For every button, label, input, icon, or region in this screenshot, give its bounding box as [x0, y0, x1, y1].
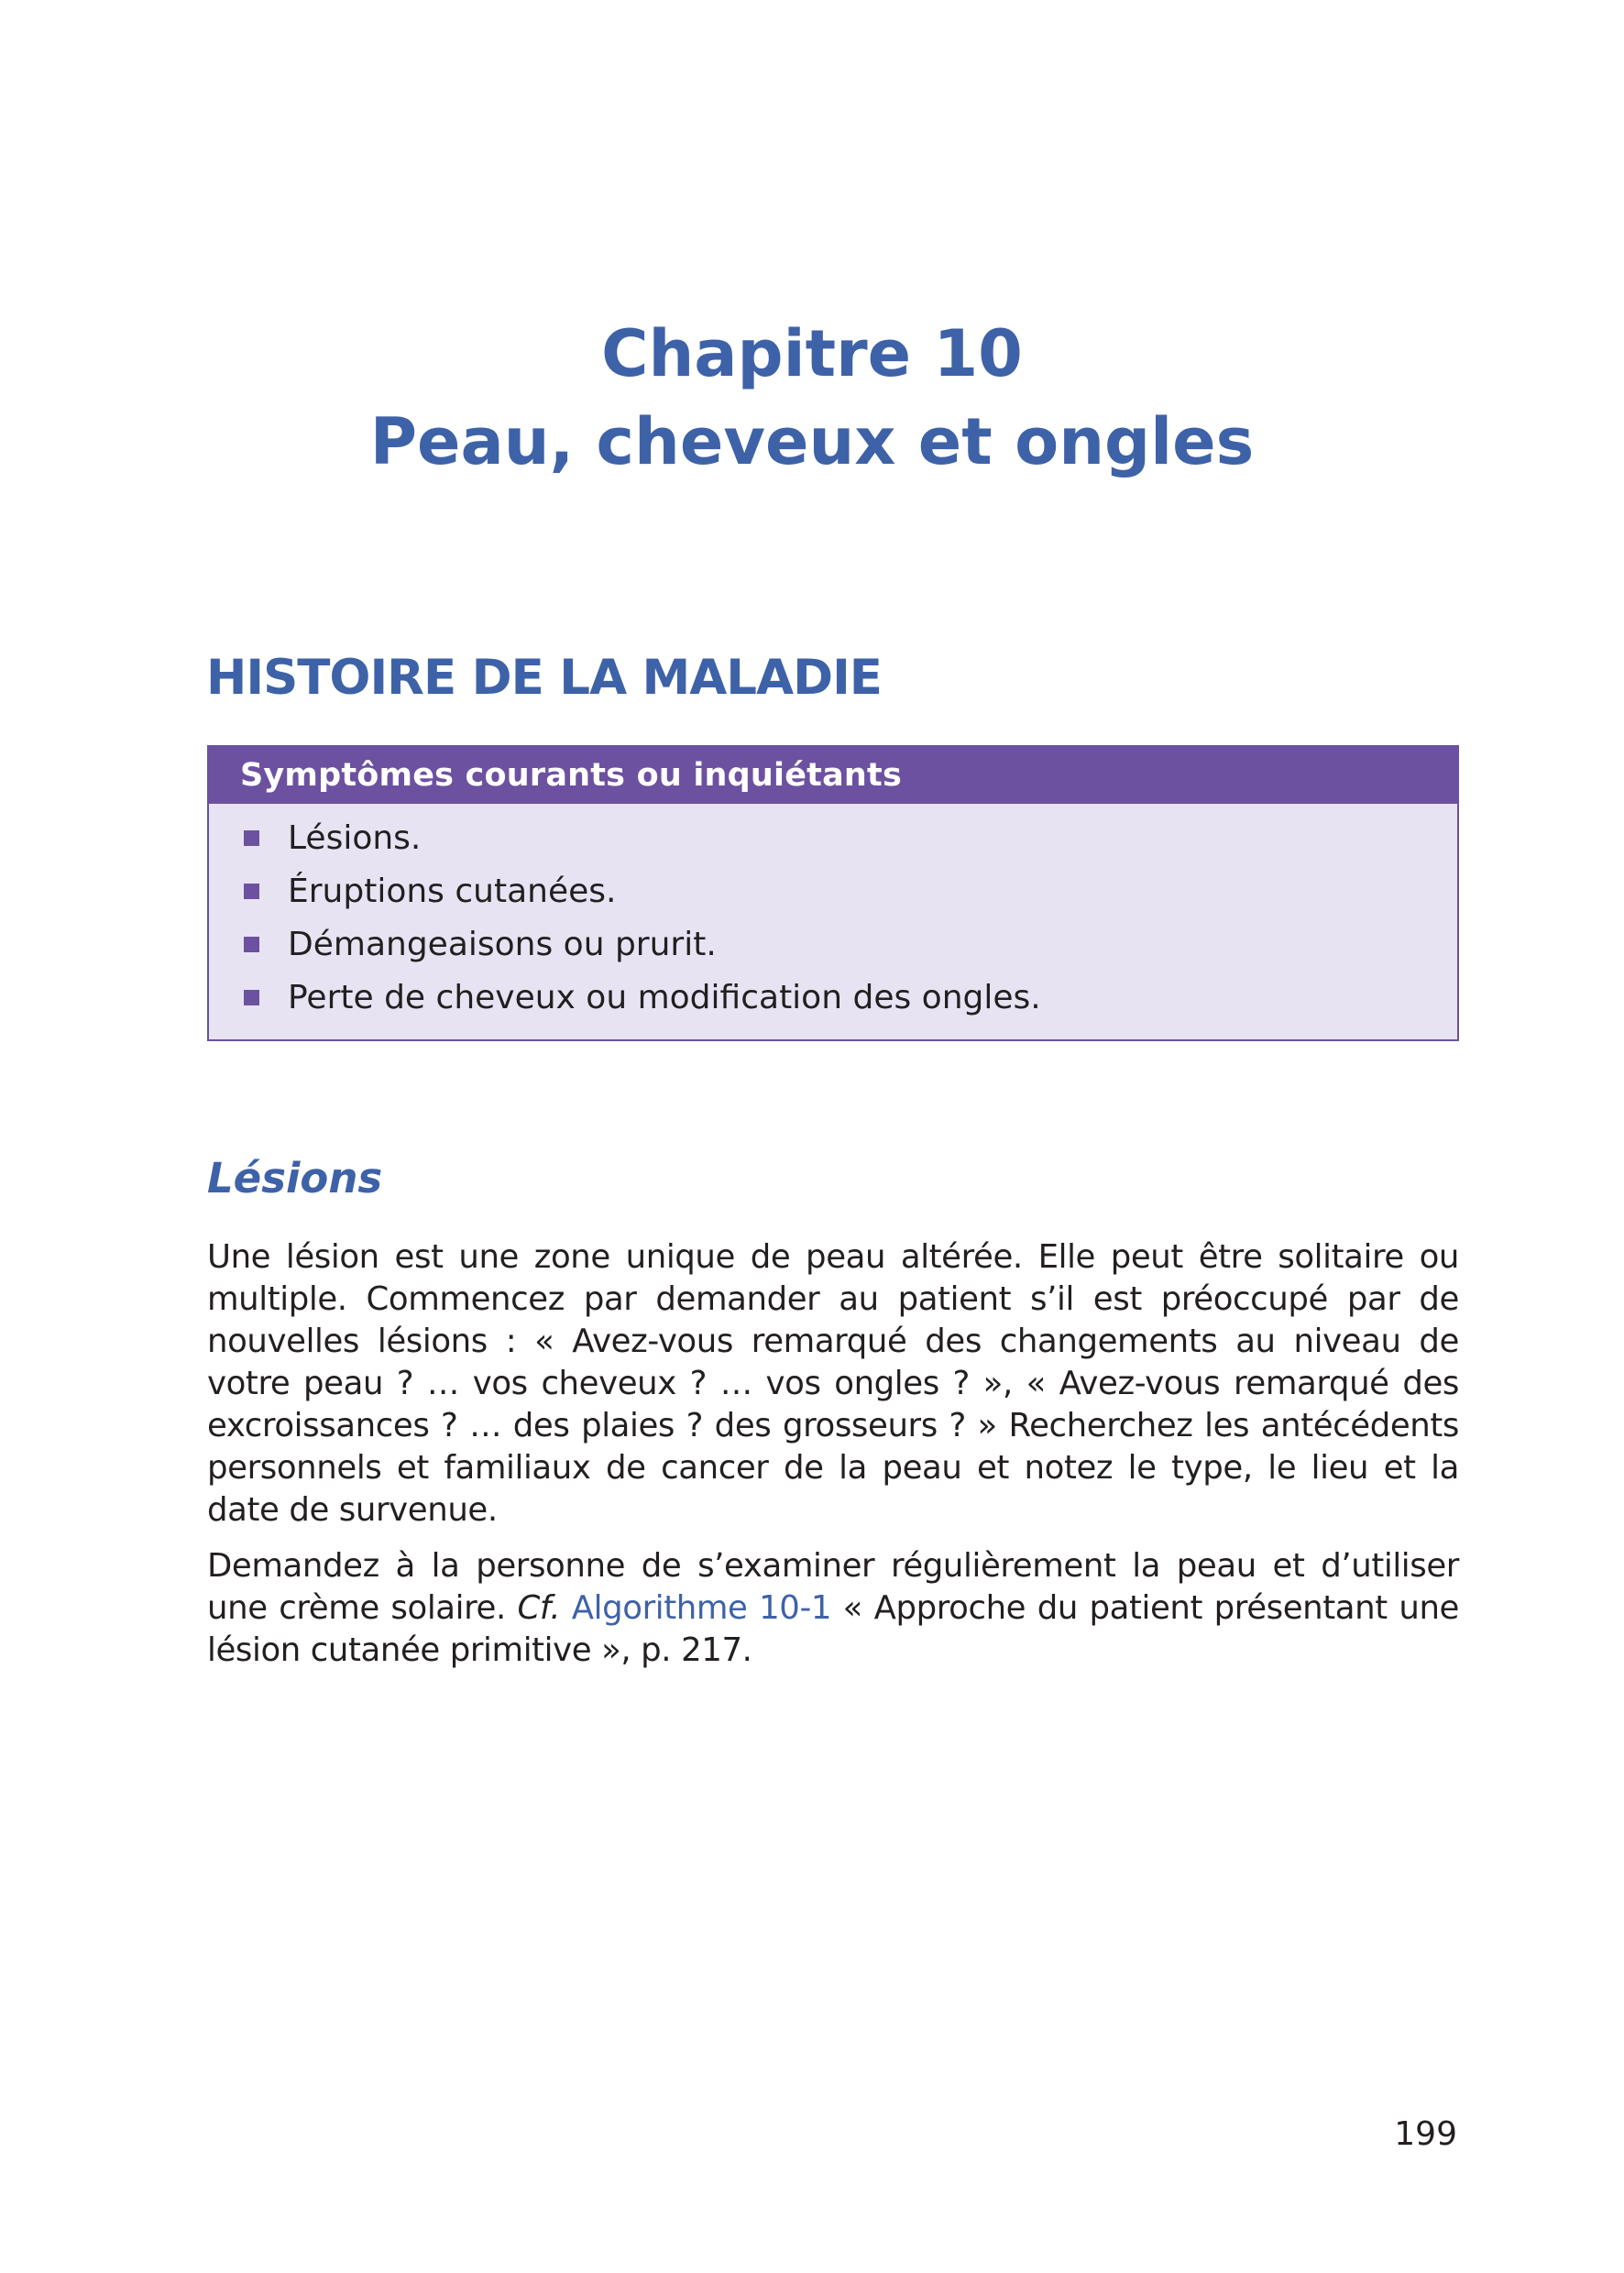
- chapter-number: Chapitre 10: [601, 316, 1023, 391]
- body-paragraph-2: [207, 1545, 1459, 1672]
- symptom-item: [244, 865, 1457, 918]
- square-bullet-icon: [244, 884, 259, 899]
- section-heading: HISTOIRE DE LA MALADIE: [206, 650, 883, 706]
- paragraph-2-rest: « Approche du patient présentant une lésion cutanée primitive », p. 217.: [207, 1589, 1459, 1669]
- algorithm-link[interactable]: Algorithme 10-1: [571, 1589, 832, 1627]
- symptom-item-text: Lésions.: [288, 819, 422, 857]
- subsection-heading: Lésions: [207, 1154, 383, 1202]
- square-bullet-icon: [244, 937, 259, 952]
- symptom-item: [244, 972, 1457, 1025]
- symptom-item: [244, 812, 1457, 865]
- symptom-item-text: Démangeaisons ou prurit.: [288, 926, 717, 963]
- symptom-box: [207, 745, 1459, 1041]
- square-bullet-icon: [244, 830, 259, 846]
- paragraph-2-intro: Demandez à la personne de s’examiner régulièrement la peau et d’utiliser une crème solaire.: [207, 1547, 1459, 1627]
- chapter-title: [0, 310, 1624, 486]
- symptom-item-text: Éruptions cutanées.: [288, 873, 617, 910]
- symptom-item: [244, 918, 1457, 972]
- chapter-name: Peau, cheveux et ongles: [369, 404, 1255, 479]
- cf-abbreviation: Cf.: [517, 1589, 561, 1627]
- body-paragraph-1: Une lésion est une zone unique de peau altérée. Elle peut être solitaire ou multiple. Commencez par demander au patient s’il est préoccupé par de nouvelles lésions : « Avez-vous remarqué des changements au niveau de votre peau ? … vos cheveux ? … vos ongles ? », « Avez-vous remarqué des excroissances ? … des plaies ? des grosseurs ? » Recherchez les antécédents personnels et familiaux de cancer de la peau et notez le type, le lieu et la date de survenue.: [207, 1238, 1459, 1529]
- square-bullet-icon: [244, 990, 259, 1005]
- page-number: 199: [1394, 2115, 1457, 2153]
- symptom-list: [209, 804, 1457, 1025]
- symptom-box-header: Symptômes courants ou inquiétants: [209, 747, 1457, 804]
- symptom-item-text: Perte de cheveux ou modification des ongles.: [288, 979, 1041, 1016]
